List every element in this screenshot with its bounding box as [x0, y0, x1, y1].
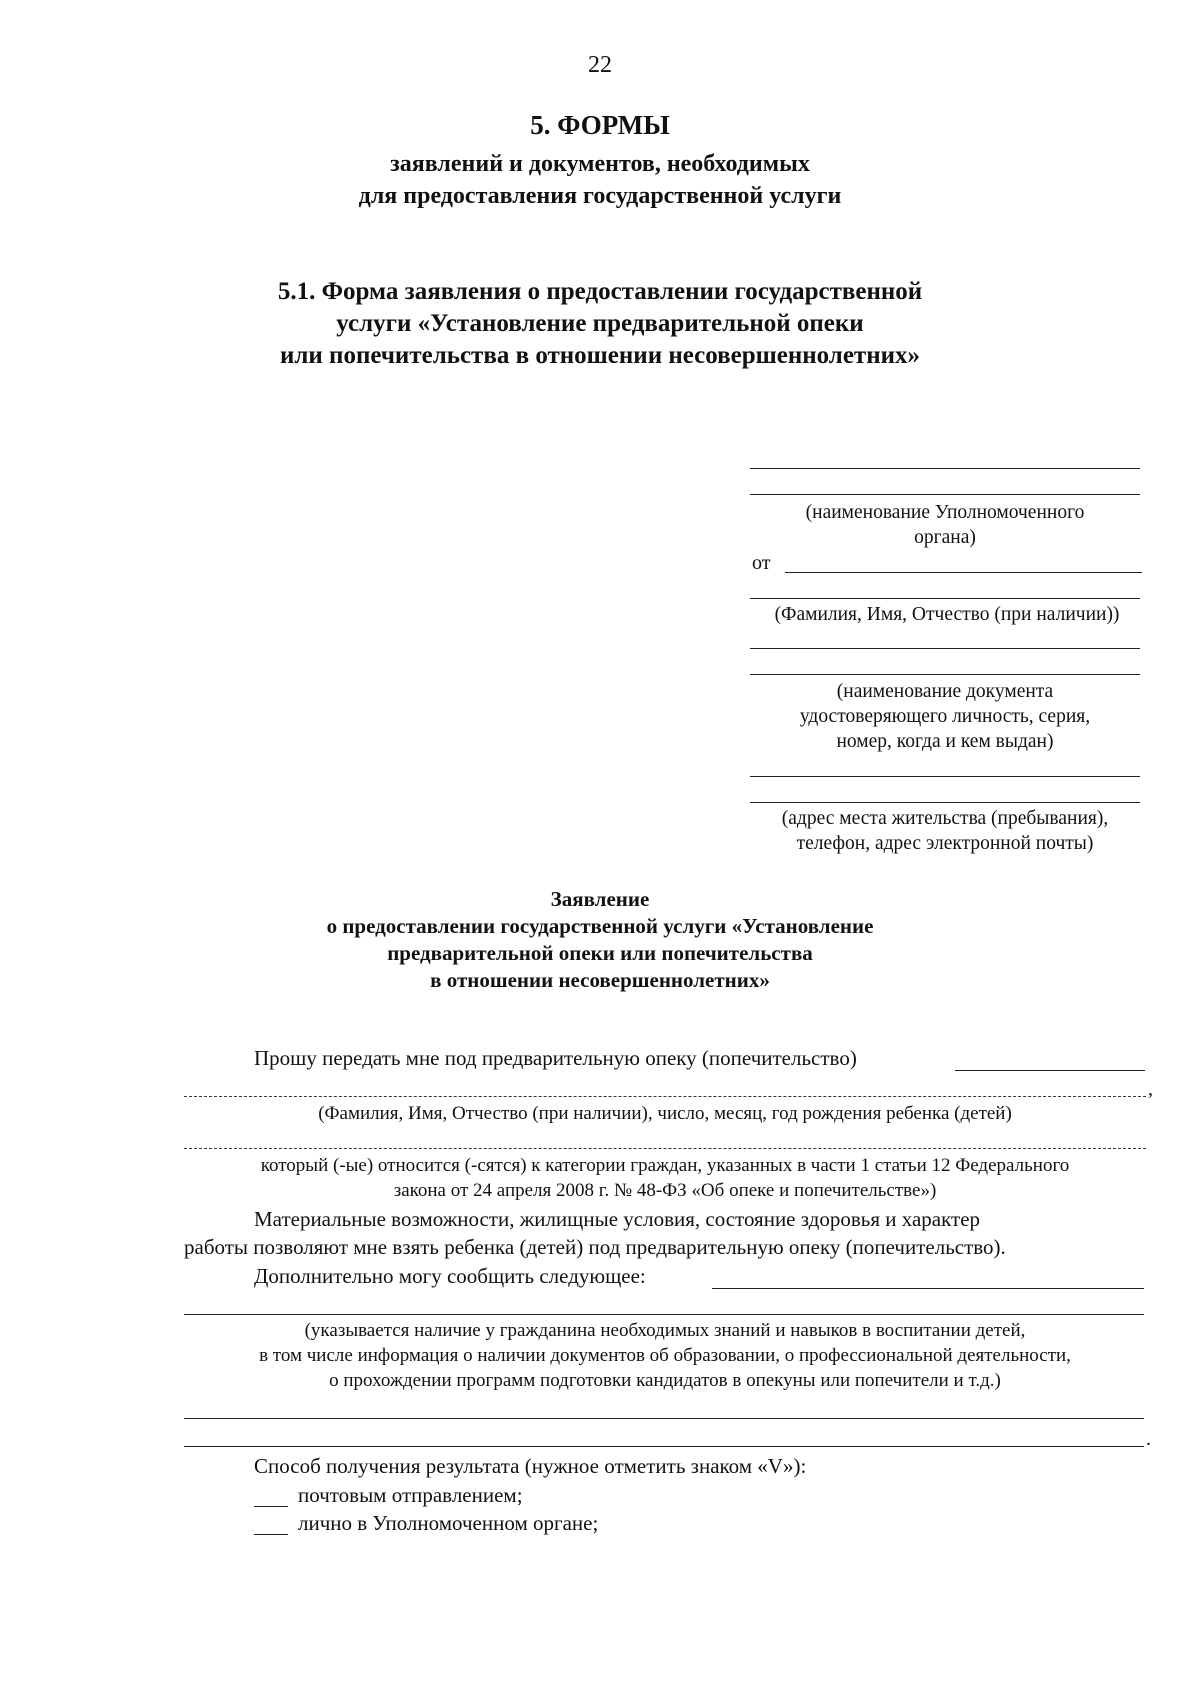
section-subtitle-line1: заявлений и документов, необходимых	[390, 151, 810, 177]
form-title-line2: услуги «Установление предварительной опеки	[336, 310, 864, 337]
id-doc-line-2[interactable]	[750, 674, 1140, 675]
child-name-line[interactable]	[184, 1096, 1146, 1097]
address-caption-line1: (адрес места жительства (пребывания),	[781, 808, 1109, 829]
authority-caption-line1: (наименование Уполномоченного	[805, 502, 1085, 523]
additional-line-2[interactable]	[184, 1314, 1144, 1315]
from-name-line-2[interactable]	[750, 598, 1140, 599]
address-caption-line2: телефон, адрес электронной почты)	[796, 833, 1094, 854]
form-title-line3: или попечительства в отношении несовершеннолетних»	[279, 342, 921, 369]
statement-heading-line4: в отношении несовершеннолетних»	[430, 968, 770, 992]
additional-line-4[interactable]	[184, 1446, 1144, 1447]
section-subtitle-line2: для предоставления государственной услуги	[358, 183, 842, 209]
statement-heading-line3: предварительной опеки или попечительства	[387, 941, 813, 965]
additional-line-1[interactable]	[712, 1288, 1144, 1289]
option-mail-label: почтовым отправлением;	[298, 1483, 523, 1507]
method-label: Способ получения результата (нужное отметить знаком «V»):	[254, 1454, 807, 1478]
additional-note-line3: о прохождении программ подготовки кандидатов в опекуны или попечители и т.д.)	[329, 1370, 1001, 1391]
request-text: Прошу передать мне под предварительную опеку (попечительство)	[254, 1046, 857, 1070]
additional-line-period: .	[1146, 1428, 1151, 1450]
additional-line-3[interactable]	[184, 1418, 1144, 1419]
material-line1: Материальные возможности, жилищные условия, состояние здоровья и характер	[254, 1207, 981, 1231]
address-line-1[interactable]	[750, 776, 1140, 777]
category-note-line1: который (-ые) относится (-сятся) к категории граждан, указанных в части 1 статьи 12 Федерального	[260, 1155, 1070, 1176]
page-number: 22	[588, 52, 612, 78]
authority-line-2[interactable]	[750, 494, 1140, 495]
request-child-line[interactable]	[955, 1070, 1145, 1071]
statement-heading: Заявление	[550, 887, 650, 911]
statement-heading-line2: о предоставлении государственной услуги «Установление	[326, 914, 874, 938]
material-line2: работы позволяют мне взять ребенка (детей) под предварительную опеку (попечительство).	[184, 1235, 1006, 1259]
option-in-person-checkbox[interactable]	[254, 1534, 288, 1535]
name-caption: (Фамилия, Имя, Отчество (при наличии))	[774, 604, 1120, 625]
option-in-person-label: лично в Уполномоченном органе;	[298, 1511, 599, 1535]
category-line[interactable]	[184, 1148, 1146, 1149]
from-name-line[interactable]	[785, 572, 1142, 573]
additional-note-line2: в том числе информация о наличии документов об образовании, о профессиональной деятельности,	[259, 1345, 1071, 1366]
id-doc-caption-line3: номер, когда и кем выдан)	[836, 731, 1054, 752]
from-label: от	[752, 552, 771, 574]
additional-label: Дополнительно могу сообщить следующее:	[254, 1264, 646, 1288]
child-caption: (Фамилия, Имя, Отчество (при наличии), число, месяц, год рождения ребенка (детей)	[318, 1103, 1012, 1124]
child-line-comma: ,	[1148, 1078, 1153, 1100]
form-title-line1: 5.1. Форма заявления о предоставлении государственной	[277, 278, 923, 305]
additional-note-line1: (указывается наличие у гражданина необходимых знаний и навыков в воспитании детей,	[304, 1320, 1026, 1341]
id-doc-caption-line1: (наименование документа	[836, 681, 1054, 702]
id-doc-caption-line2: удостоверяющего личность, серия,	[799, 706, 1091, 727]
option-mail-checkbox[interactable]	[254, 1506, 288, 1507]
id-doc-line-1[interactable]	[750, 648, 1140, 649]
category-note-line2: закона от 24 апреля 2008 г. № 48-ФЗ «Об опеке и попечительстве»)	[393, 1180, 937, 1201]
section-title: 5. ФОРМЫ	[530, 110, 670, 140]
authority-line-1[interactable]	[750, 468, 1140, 469]
authority-caption-line2: органа)	[914, 527, 976, 548]
address-line-2[interactable]	[750, 802, 1140, 803]
